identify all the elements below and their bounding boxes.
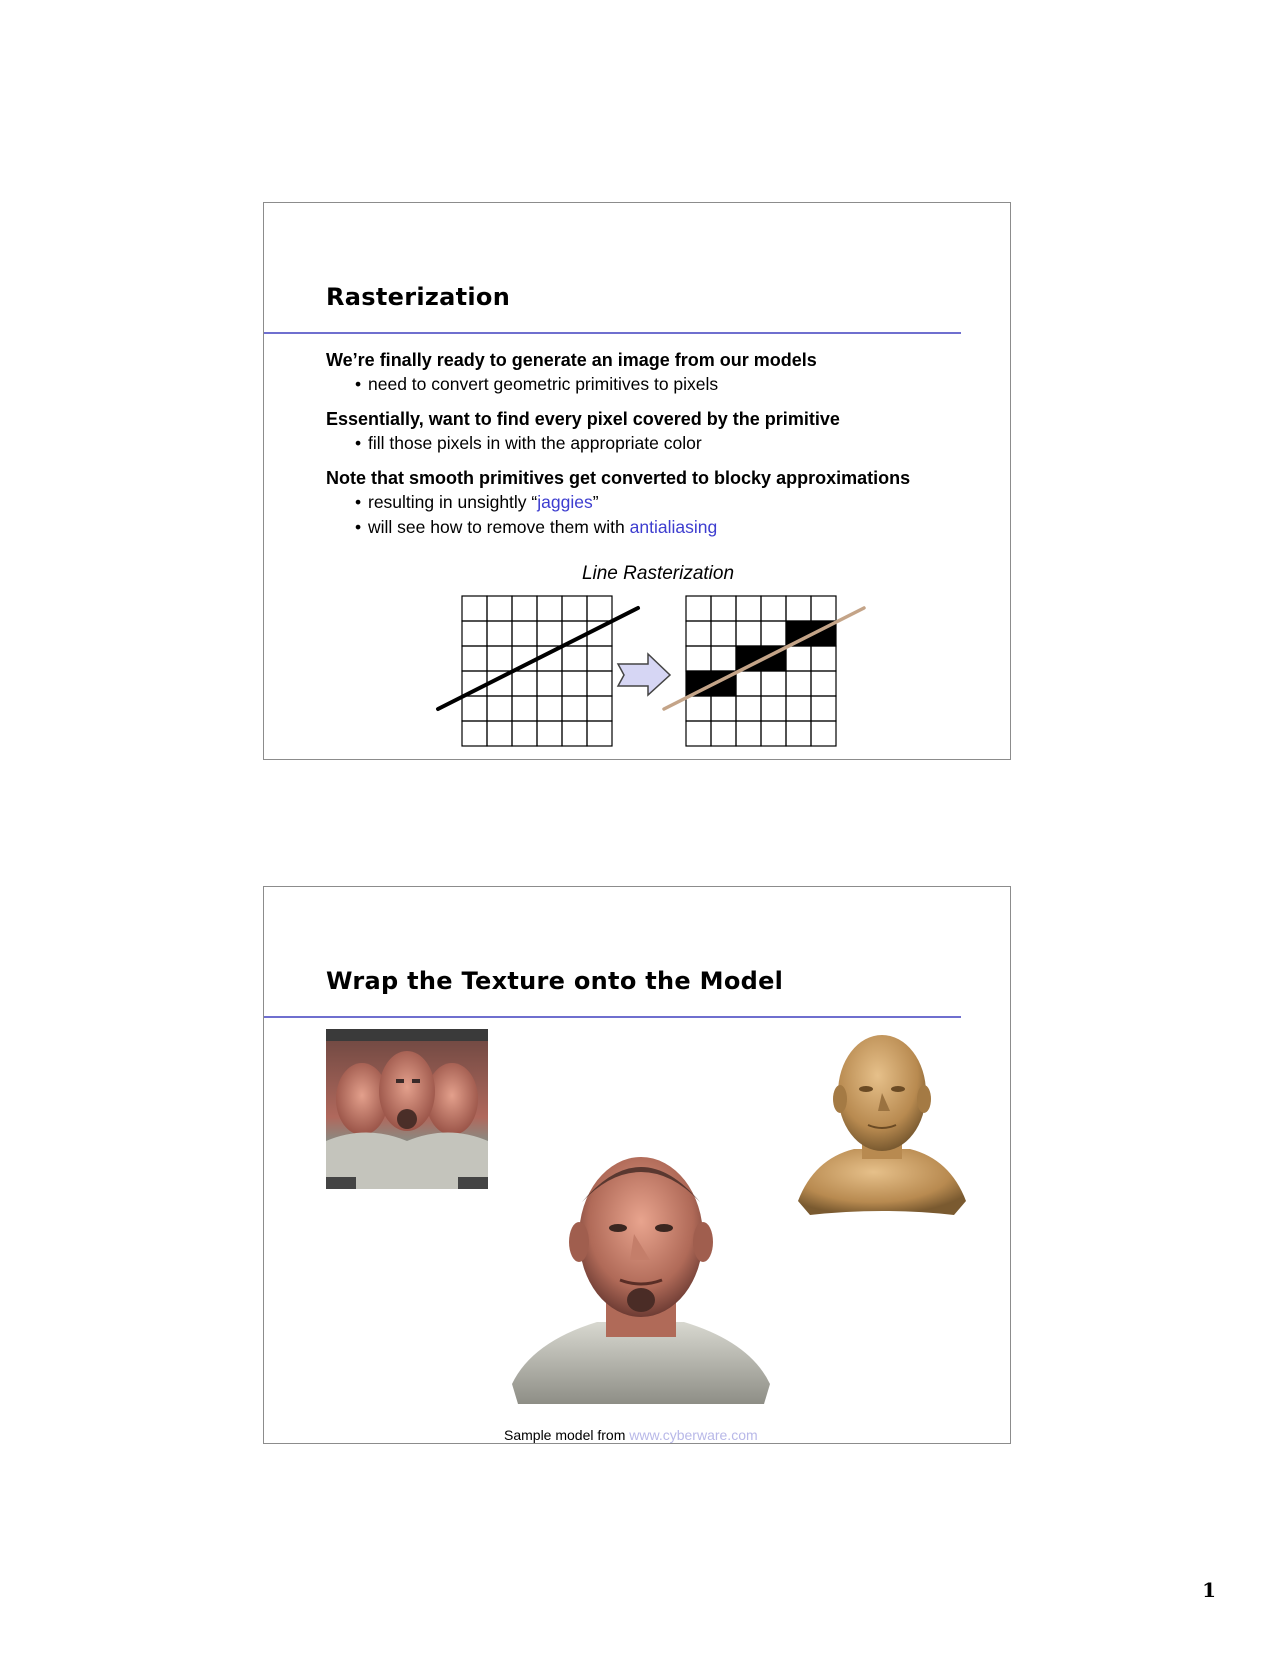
grid-cell bbox=[562, 646, 587, 671]
grid-cell bbox=[736, 596, 761, 621]
source-note bbox=[504, 1427, 758, 1443]
grid-cell bbox=[562, 596, 587, 621]
sub-bullet-text: fill those pixels in with the appropriate color bbox=[368, 433, 702, 453]
grid-cell bbox=[786, 696, 811, 721]
slide-rasterization bbox=[263, 202, 1011, 760]
grid-cell bbox=[512, 621, 537, 646]
grid-cell bbox=[811, 596, 836, 621]
textured-head-model bbox=[502, 1142, 778, 1407]
continuous-line-overlay bbox=[664, 608, 864, 709]
antialiasing-link[interactable]: antialiasing bbox=[629, 517, 718, 537]
bullet-dot-icon: • bbox=[355, 492, 362, 512]
grid-cell bbox=[587, 646, 612, 671]
grid-cell bbox=[711, 646, 736, 671]
sub-bullet-text: ” bbox=[592, 492, 599, 512]
grid-cell bbox=[761, 671, 786, 696]
grid-cell bbox=[562, 721, 587, 746]
grid-cell bbox=[487, 596, 512, 621]
bullet-dot-icon: • bbox=[355, 433, 362, 453]
grid-cell bbox=[587, 596, 612, 621]
grid-cell bbox=[786, 596, 811, 621]
grid-cell bbox=[711, 596, 736, 621]
grid-cell bbox=[711, 721, 736, 746]
grid-cell bbox=[562, 671, 587, 696]
grid-cell bbox=[462, 721, 487, 746]
grid-cell bbox=[587, 696, 612, 721]
grid-cell bbox=[686, 696, 711, 721]
arrow-right-icon bbox=[618, 654, 670, 695]
grid-cell bbox=[587, 671, 612, 696]
grid-cell bbox=[811, 646, 836, 671]
grid-cell bbox=[537, 596, 562, 621]
sub-bullet-text: need to convert geometric primitives to pixels bbox=[368, 374, 719, 394]
grid-cell bbox=[686, 721, 711, 746]
grid-cell bbox=[736, 621, 761, 646]
page-number: 1 bbox=[1202, 1578, 1216, 1602]
cyberware-link[interactable]: www.cyberware.com bbox=[629, 1427, 758, 1443]
bullet-point: Note that smooth primitives get converted to blocky approximations bbox=[326, 468, 911, 488]
bullet-dot-icon: • bbox=[355, 374, 362, 394]
bullet-point: Essentially, want to find every pixel covered by the primitive bbox=[326, 409, 840, 429]
grid-cell bbox=[811, 721, 836, 746]
slide-wrap-texture bbox=[263, 886, 1011, 1444]
grid-cell bbox=[686, 596, 711, 621]
grid-cell bbox=[587, 721, 612, 746]
grid-cell bbox=[736, 721, 761, 746]
grid-cell bbox=[512, 596, 537, 621]
source-label: Sample model from bbox=[504, 1427, 630, 1443]
grid-cell bbox=[462, 596, 487, 621]
jaggies-link[interactable]: jaggies bbox=[537, 492, 593, 512]
grid-cell bbox=[462, 646, 487, 671]
grid-cell bbox=[487, 646, 512, 671]
grid-cell bbox=[462, 696, 487, 721]
slide-title: Rasterization bbox=[326, 283, 511, 311]
grid-cell bbox=[736, 671, 761, 696]
grid-cell bbox=[487, 721, 512, 746]
grid-cell bbox=[761, 621, 786, 646]
grid-cell bbox=[512, 696, 537, 721]
grid-cell bbox=[761, 721, 786, 746]
grid-cell bbox=[537, 721, 562, 746]
grid-cell bbox=[736, 696, 761, 721]
grid-cell bbox=[711, 621, 736, 646]
untextured-head-model bbox=[794, 1029, 970, 1219]
sub-bullet-text: resulting in unsightly “ bbox=[368, 492, 538, 512]
grid-cell bbox=[711, 696, 736, 721]
grid-cell bbox=[786, 646, 811, 671]
grid-unrasterized bbox=[462, 596, 612, 746]
grid-cell bbox=[487, 621, 512, 646]
grid-cell bbox=[487, 696, 512, 721]
grid-cell bbox=[786, 721, 811, 746]
grid-cell bbox=[512, 721, 537, 746]
grid-cell bbox=[512, 671, 537, 696]
grid-cell bbox=[761, 696, 786, 721]
slide-title: Wrap the Texture onto the Model bbox=[326, 967, 784, 995]
continuous-line bbox=[438, 608, 638, 709]
grid-cell bbox=[761, 596, 786, 621]
bullet-dot-icon: • bbox=[355, 517, 362, 537]
grid-cell bbox=[537, 696, 562, 721]
grid-cell bbox=[811, 671, 836, 696]
bullet-point: We’re finally ready to generate an image from our models bbox=[326, 350, 817, 370]
grid-cell bbox=[462, 621, 487, 646]
grid-cell bbox=[686, 646, 711, 671]
grid-cell bbox=[686, 621, 711, 646]
title-rule bbox=[264, 1016, 961, 1018]
grid-cell bbox=[537, 671, 562, 696]
figure-caption: Line Rasterization bbox=[581, 563, 735, 584]
grid-rasterized bbox=[686, 596, 836, 746]
sub-bullet-text: will see how to remove them with bbox=[368, 517, 630, 537]
line-rasterization-diagram bbox=[264, 203, 1012, 761]
texture-image bbox=[326, 1029, 488, 1189]
grid-cell bbox=[811, 696, 836, 721]
grid-cell bbox=[786, 671, 811, 696]
grid-cell bbox=[537, 621, 562, 646]
grid-cell bbox=[562, 696, 587, 721]
